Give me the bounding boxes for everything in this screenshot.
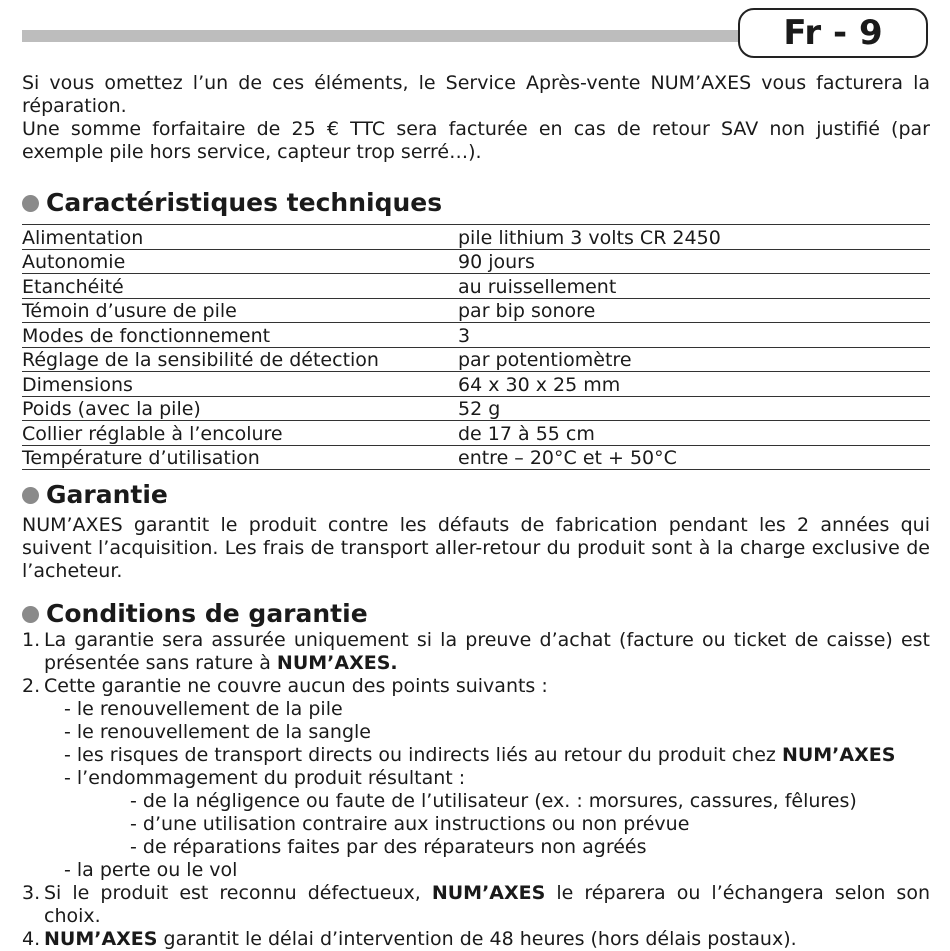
guarantee-paragraph: NUM’AXES garantit le produit contre les défauts de fabrication pendant les 2 années qui suivent l’acquisition. Les frais de transport aller-retour du produit sont à la charge exclusive de l’acheteur.: [22, 514, 930, 582]
page-number-tab: [738, 8, 928, 58]
bullet-icon: [22, 487, 39, 504]
condition-item-3: [22, 882, 930, 928]
brand-name: NUM’AXES.: [276, 652, 398, 674]
list-item: - le renouvellement de la pile: [64, 698, 343, 720]
spec-label: Température d’utilisation: [22, 445, 458, 470]
brand-name: NUM’AXES: [44, 928, 158, 950]
spec-value: au ruissellement: [458, 274, 930, 299]
header-bar: [22, 30, 762, 42]
spec-label: Poids (avec la pile): [22, 396, 458, 421]
table-row: [22, 298, 930, 323]
item-number: 3.: [22, 882, 41, 904]
item-number: 4.: [22, 928, 41, 950]
spec-value: 52 g: [458, 396, 930, 421]
table-row: [22, 421, 930, 446]
table-row: [22, 249, 930, 274]
spec-value: par potentiomètre: [458, 347, 930, 372]
table-row: [22, 274, 930, 299]
condition-text: Cette garantie ne couvre aucun des points suivants :: [44, 675, 548, 697]
list-item: - le renouvellement de la sangle: [64, 721, 371, 743]
spec-value: de 17 à 55 cm: [458, 421, 930, 446]
list-item: - de la négligence ou faute de l’utilisateur (ex. : morsures, cassures, fêlures): [130, 790, 857, 812]
page-content: [22, 72, 930, 951]
condition-text: le réparera ou l’échangera selon son choix.: [44, 882, 930, 927]
spec-label: Réglage de la sensibilité de détection: [22, 347, 458, 372]
spec-value: 3: [458, 323, 930, 348]
intro-paragraph-2: Une somme forfaitaire de 25 € TTC sera facturée en cas de retour SAV non justifié (par exemple pile hors service, capteur trop serré…).: [22, 118, 930, 163]
condition-text: La garantie sera assurée uniquement si la preuve d’achat (facture ou ticket de caisse) est présentée sans rature à: [44, 629, 930, 674]
bullet-icon: [22, 606, 39, 623]
guarantee-heading: [22, 480, 930, 510]
guarantee-title: Garantie: [46, 480, 168, 509]
condition-item-2: [22, 675, 930, 698]
bullet-icon: [22, 195, 39, 212]
list-item-text: - les risques de transport directs ou indirects liés au retour du produit chez: [64, 744, 782, 766]
conditions-list: [22, 629, 930, 951]
brand-name: NUM’AXES: [431, 882, 546, 904]
spec-value: entre – 20°C et + 50°C: [458, 445, 930, 470]
table-row: [22, 396, 930, 421]
condition-item-4: [22, 928, 930, 951]
spec-label: Alimentation: [22, 225, 458, 250]
spec-value: 90 jours: [458, 249, 930, 274]
spec-label: Dimensions: [22, 372, 458, 397]
table-row: [22, 445, 930, 470]
spec-value: par bip sonore: [458, 298, 930, 323]
conditions-heading: [22, 599, 930, 629]
intro-paragraph-1: Si vous omettez l’un de ces éléments, le Service Après-vente NUM’AXES vous facturera la réparation.: [22, 72, 930, 117]
table-row: [22, 225, 930, 250]
spec-value: 64 x 30 x 25 mm: [458, 372, 930, 397]
conditions-title: Conditions de garantie: [46, 599, 368, 628]
page-number-label: Fr - 9: [783, 12, 883, 53]
list-item: - la perte ou le vol: [64, 859, 238, 881]
item-number: 1.: [22, 629, 41, 651]
list-item: - l’endommagement du produit résultant :: [64, 767, 466, 789]
spec-label: Autonomie: [22, 249, 458, 274]
condition-item-1: [22, 629, 930, 675]
list-item: - d’une utilisation contraire aux instructions ou non prévue: [130, 813, 690, 835]
table-row: [22, 323, 930, 348]
brand-name: NUM’AXES: [781, 744, 896, 766]
spec-label: Modes de fonctionnement: [22, 323, 458, 348]
condition-text: Si le produit est reconnu défectueux,: [44, 882, 432, 904]
table-row: [22, 347, 930, 372]
spec-label: Témoin d’usure de pile: [22, 298, 458, 323]
specs-heading: [22, 188, 930, 218]
list-item: - de réparations faites par des réparateurs non agréés: [130, 836, 647, 858]
item-number: 2.: [22, 675, 41, 697]
specs-title: Caractéristiques techniques: [46, 188, 443, 217]
spec-label: Collier réglable à l’encolure: [22, 421, 458, 446]
list-item: [22, 744, 930, 767]
condition-text: garantit le délai d’intervention de 48 heures (hors délais postaux).: [157, 928, 797, 950]
table-row: [22, 372, 930, 397]
specs-table: [22, 224, 930, 470]
spec-label: Etanchéité: [22, 274, 458, 299]
spec-value: pile lithium 3 volts CR 2450: [458, 225, 930, 250]
